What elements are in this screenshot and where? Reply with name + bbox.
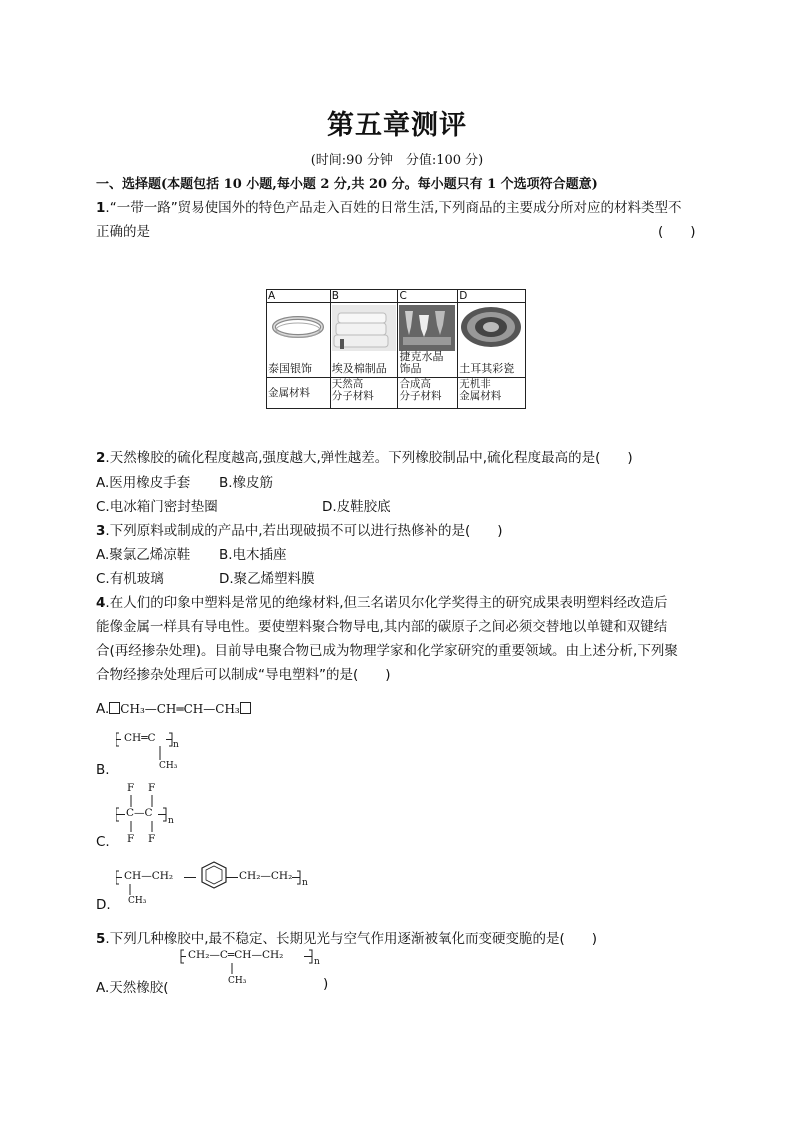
question-4-line-1 — [96, 591, 668, 611]
question-5-option-a-close: ) — [323, 976, 329, 992]
question-1-line-2 — [96, 220, 150, 240]
table-header-d: D — [458, 290, 526, 303]
question-3-number: 3 — [96, 523, 106, 539]
option-d-substituent: CH₃ — [128, 896, 147, 906]
product-cell-c — [398, 303, 458, 378]
option-c-structure — [116, 782, 186, 847]
question-4-option-a — [96, 701, 251, 717]
page-title: 第五章测评 — [327, 110, 467, 141]
option-d-bonds — [116, 860, 326, 910]
question-3-option-d: D.聚乙烯塑料膜 — [219, 571, 315, 587]
question-4-line-2: 能像金属一样具有导电性。要使塑料聚合物导电,其内部的碳原子之间必须交替地以单键和双键结 — [96, 619, 668, 635]
question-1-line-1 — [96, 196, 681, 216]
question-4-number: 4 — [96, 595, 106, 611]
option-d-n: n — [302, 878, 308, 888]
option-c-f-bottom-left: F — [127, 833, 135, 845]
material-b: 天然高 分子材料 — [330, 378, 398, 409]
question-3-text: .下列原料或制成的产品中,若出现破损不可以进行热修补的是( ) — [105, 523, 503, 539]
question-5-text: .下列几种橡胶中,最不稳定、长期见光与空气作用逐渐被氧化而变硬变脆的是( ) — [105, 931, 598, 947]
material-d: 无机非 金属材料 — [458, 378, 526, 409]
option-d-structure — [116, 860, 326, 910]
section-heading-text: 一、选择题(本题包括 10 小题,每小题 2 分,共 20 分。每小题只有 1 个选项符合题意) — [96, 177, 598, 192]
option-c-main-chain: C—C — [126, 807, 153, 819]
question-1-text-1: .“一带一路”贸易使国外的特色产品走入百姓的日常生活,下列商品的主要成分所对应的材料类型不 — [105, 200, 682, 216]
option-c-f-top-left: F — [127, 782, 135, 794]
product-cell-a — [267, 303, 331, 378]
question-4-option-b-label: B. — [96, 762, 110, 778]
question-5-stem — [96, 927, 597, 947]
option-c-n: n — [168, 816, 174, 826]
option-c-f-top-right: F — [148, 782, 156, 794]
question-4-option-c-label: C. — [96, 834, 110, 850]
question-2-option-a: A.医用橡皮手套 — [96, 475, 191, 491]
product-table-image-row — [267, 303, 526, 378]
question-2-number: 2 — [96, 450, 106, 466]
question-2-option-c: C.电冰箱门密封垫圈 — [96, 499, 218, 515]
option-b-main-chain: CH═C — [124, 732, 156, 744]
option-a-formula: CH₃—CH═CH—CH₃ — [120, 702, 240, 716]
question-2-option-d: D.皮鞋胶底 — [322, 499, 391, 515]
q5-option-a-structure — [176, 946, 329, 992]
question-5-number: 5 — [96, 931, 106, 947]
option-b-n: n — [173, 740, 179, 750]
q5-option-a-n: n — [314, 957, 320, 967]
placeholder-box-right — [240, 702, 251, 714]
page-subtitle: (时间:90 分钟 分值:100 分) — [310, 153, 484, 168]
question-4-line-4: 合物经掺杂处理后可以制成“导电塑料”的是( ) — [96, 667, 391, 683]
table-header-a: A — [267, 290, 331, 303]
question-4-option-d-label: D. — [96, 897, 111, 913]
q5-option-a-substituent: CH₃ — [228, 976, 247, 986]
question-3-option-a: A.聚氯乙烯凉鞋 — [96, 547, 191, 563]
product-name-b: 埃及棉制品 — [331, 362, 387, 375]
question-3-option-b: B.电木插座 — [219, 547, 287, 563]
ceramic-plate-image — [459, 305, 523, 351]
question-1-number: 1 — [96, 200, 106, 216]
crystal-glassware-image — [399, 305, 455, 351]
product-cell-d — [458, 303, 526, 378]
product-cell-b — [330, 303, 398, 378]
question-1-text-2: 正确的是 — [96, 224, 150, 240]
table-header-c: C — [398, 290, 458, 303]
question-4-line-3: 合(再经掺杂处理)。目前导电聚合物已成为物理学家和化学家研究的重要领域。由上述分析,下列聚 — [96, 643, 678, 659]
product-table-header-row — [267, 290, 526, 303]
table-header-b: B — [330, 290, 398, 303]
product-name-a: 泰国银饰 — [268, 362, 312, 375]
question-5-option-a-label: A.天然橡胶( — [96, 980, 169, 996]
material-a: 金属材料 — [267, 378, 331, 409]
question-2-text: .天然橡胶的硫化程度越高,强度越大,弹性越差。下列橡胶制品中,硫化程度最高的是( ) — [105, 450, 633, 466]
option-c-f-bottom-right: F — [148, 833, 156, 845]
question-4-text-1: .在人们的印象中塑料是常见的绝缘材料,但三名诺贝尔化学奖得主的研究成果表明塑料经改造后 — [105, 595, 668, 611]
question-3-stem — [96, 519, 503, 539]
placeholder-box-left — [109, 702, 120, 714]
option-b-substituent: CH₃ — [159, 761, 178, 771]
option-d-left-chain: CH—CH₂ — [124, 870, 174, 882]
product-name-c: 捷克水晶 饰品 — [399, 350, 444, 375]
question-3-option-c: C.有机玻璃 — [96, 571, 164, 587]
product-table-material-row — [267, 378, 526, 409]
q5-option-a-formula: CH₂—C═CH—CH₂ — [188, 949, 284, 961]
silver-bracelet-image — [268, 305, 328, 351]
question-1-answer-blank: ( ) — [658, 224, 696, 240]
product-table — [266, 289, 526, 409]
option-a-label: A. — [96, 701, 110, 717]
section-heading — [96, 173, 598, 192]
option-d-right-chain: CH₂—CH₂ — [239, 870, 293, 882]
material-c: 合成高 分子材料 — [398, 378, 458, 409]
option-b-structure — [116, 730, 196, 775]
product-name-d: 土耳其彩瓷 — [459, 362, 515, 375]
question-2-option-b: B.橡皮筋 — [219, 475, 274, 491]
question-2-stem — [96, 446, 633, 466]
cotton-towel-image — [332, 305, 396, 351]
